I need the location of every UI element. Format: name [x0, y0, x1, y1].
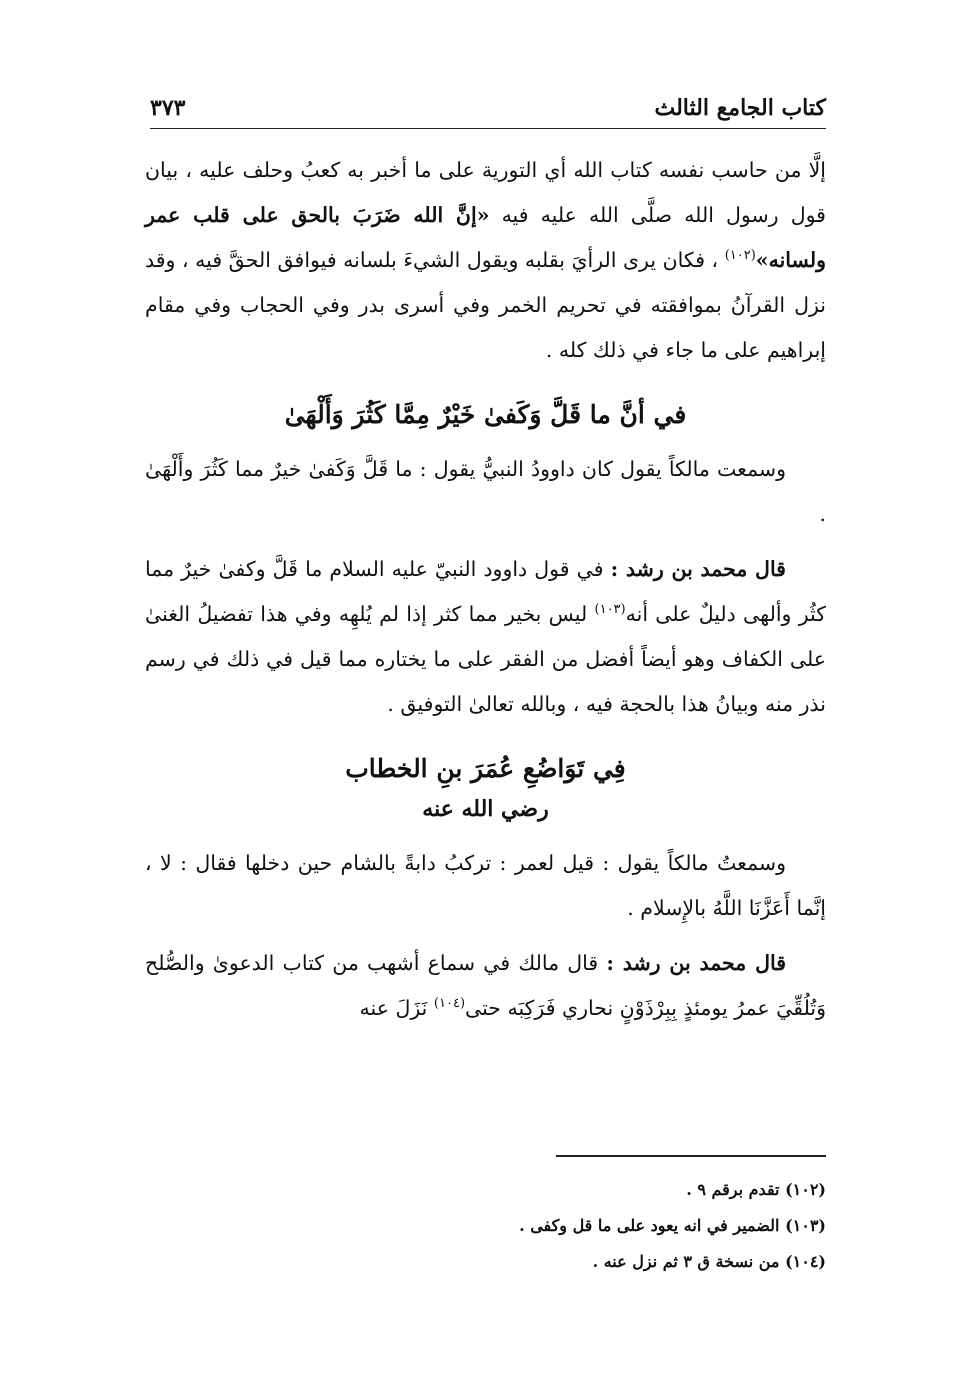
- commentator-name-2: قال محمد بن رشد :: [606, 951, 787, 975]
- page-number: ٣٧٣: [150, 95, 186, 121]
- paragraph-5-text-a: قال مالك في سماع أشهب من كتاب الدعوىٰ والصُّلح وَتُلُقِّيَ عمرُ يومئذٍ بِبِرْذَوْنٍ نحاري فَرَكِبَه حتى: [145, 951, 826, 1020]
- footnote-ref-103: (١٠٣): [594, 602, 626, 618]
- paragraph-3-text-a: في قول داوود النبيّ عليه السلام ما قَلَّ وكفىٰ خيرٌ مما كثُر وألهى دليلٌ على أنه: [145, 557, 826, 626]
- paragraph-2: وسمعت مالكاً يقول كان داوودُ النبيُّ يقول : ما قَلَّ وَكَفىٰ خيرٌ مما كَثُرَ وأَلْهَىٰ .: [145, 457, 826, 526]
- paragraph-1-text-b: ، فكان يرى الرأيَ بقلبه ويقول الشيءَ بلسانه فيوافق الحقَّ فيه ، وقد نزل القرآنُ بموافقته في تحريم الخمر وفي أسرى بدر وفي الحجاب وفي مقام إبراهيم على ما جاء في ذلك كله .: [145, 248, 826, 362]
- running-header: [150, 88, 826, 129]
- hadith-quote: «إنَّ الله ضَرَبَ بالحق على قلب عمر ولسانه»: [145, 203, 826, 272]
- section-title-2-line-1: فِي تَوَاضُعِ عُمَرَ بنِ الخطاب: [345, 754, 626, 783]
- commentator-name: قال محمد بن رشد :: [610, 557, 786, 581]
- paragraph-1-text-a: إلَّا من حاسب نفسه كتاب الله أي التورية على ما أخبر به كعبُ وحلف عليه ، بيان قول رسول الله صلَّى الله عليه فيه: [145, 158, 826, 227]
- paragraph-5-text-b: نَزَلَ عنه: [359, 996, 434, 1020]
- paragraph-1: [145, 148, 826, 373]
- footnote-ref-104: (١٠٤): [433, 996, 466, 1012]
- footnote-ref-102: (١٠٢): [724, 248, 756, 264]
- footnote-103: (١٠٣) الضمير في انه يعود على ما قل وكفى .: [519, 1216, 826, 1235]
- paragraph-5: [145, 941, 826, 1031]
- paragraph-3-text-b: ليس بخير مما كثر إذا لم يُلهِه وفي هذا تفضيلُ الغنىٰ على الكفاف وهو أيضاً أفضل من الفقر على ما يختاره مما قيل في ذلك في رسم نذر منه وبيانُ هذا بالحجة فيه ، وبالله تعالىٰ التوفيق .: [145, 602, 826, 716]
- footnote-separator: [556, 1155, 826, 1157]
- paragraph-4: وسمعتُ مالكاً يقول : قيل لعمر : تركبُ دابةً بالشام حين دخلها فقال : لا ، إنَّما أَعَزَّنَا اللَّهُ بالإِسلام .: [145, 851, 826, 920]
- footnotes: [145, 1172, 826, 1280]
- footnote-104: (١٠٤) من نسخة ق ٣ ثم نزل عنه .: [592, 1252, 826, 1271]
- section-title-2: [145, 749, 826, 829]
- book-title: كتاب الجامع الثالث: [654, 95, 826, 121]
- section-title-1: في أنَّ ما قَلَّ وَكَفىٰ خَيْرٌ مِمَّا كَثُرَ وَأَلْهَىٰ: [284, 400, 687, 429]
- main-text: [145, 148, 826, 1031]
- section-title-2-line-2: رضي الله عنه: [422, 796, 549, 822]
- footnote-102: (١٠٢) تقدم برقم ٩ .: [686, 1180, 826, 1199]
- paragraph-3: [145, 547, 826, 727]
